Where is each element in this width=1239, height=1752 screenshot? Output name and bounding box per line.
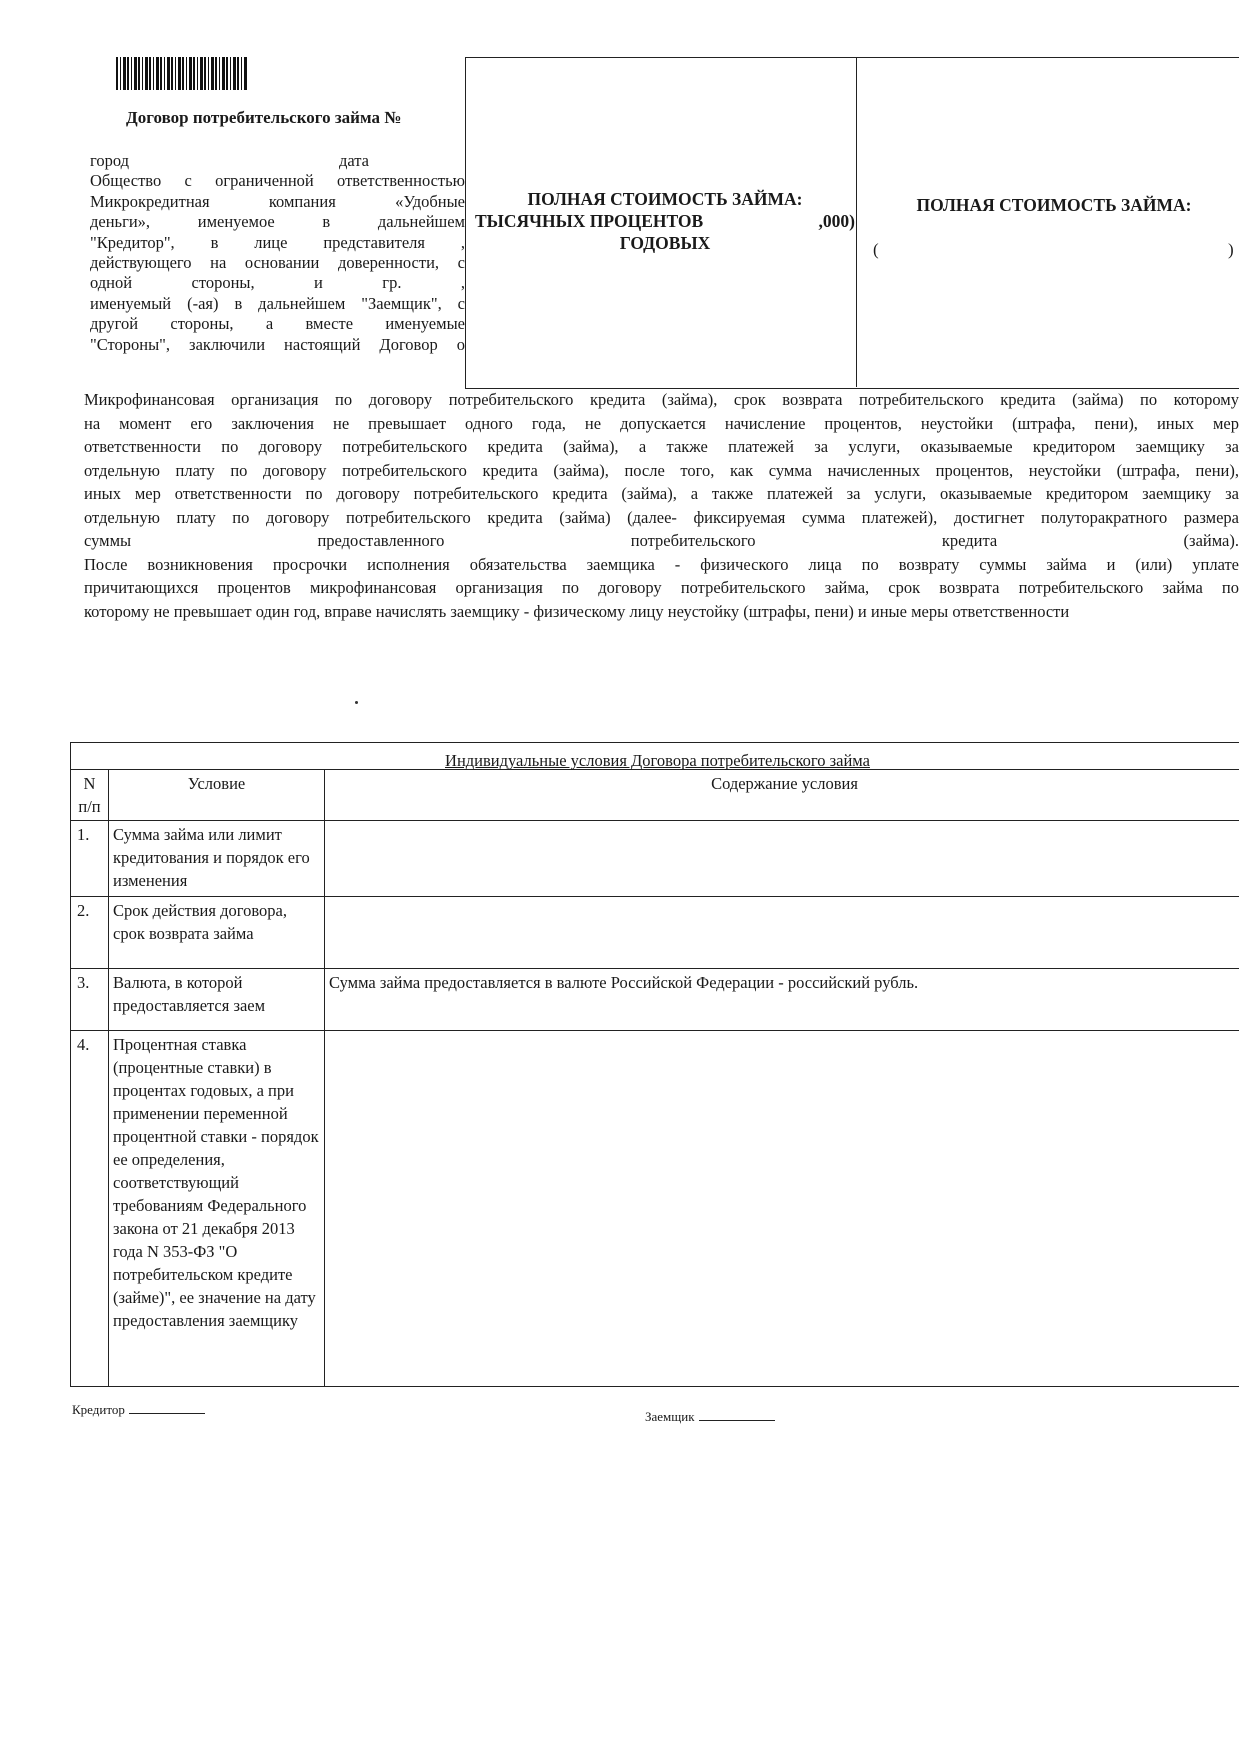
intro-line: действующего на основании доверенности, с	[90, 252, 465, 272]
cost-percent-line	[475, 210, 855, 232]
intro-line: Микрокредитная компания «Удобные	[90, 191, 465, 211]
borrower-signature-line	[699, 1420, 775, 1421]
row-num: 4.	[71, 1031, 109, 1387]
cost-percent-block	[475, 188, 855, 254]
cost-amount-title: ПОЛНАЯ СТОИМОСТЬ ЗАЙМА:	[916, 195, 1192, 215]
creditor-signature	[72, 1402, 205, 1418]
intro-line: именуемый (-ая) в дальнейшем "Заемщик", с	[90, 293, 465, 313]
intro-line: одной стороны, и гр. ,	[90, 273, 465, 293]
creditor-signature-line	[129, 1413, 205, 1414]
warning-line: отдельную плату по договору потребительского кредита (займа), после того, как сумма начисленных процентов, неустойки (штрафа, пени),	[84, 460, 1239, 480]
intro-line: Общество с ограниченной ответственностью	[90, 171, 465, 191]
cost-box-divider	[856, 57, 857, 387]
cost-percent-suffix: ,000)	[818, 211, 855, 231]
warning-line: отдельную плату по договору потребительского кредита (займа) (далее- фиксируемая сумма платежей), достигнет полуторакратного размера	[84, 507, 1239, 527]
cost-amount-open-paren: (	[873, 240, 879, 259]
warning-line: на момент его заключения не превышает одного года, не допускается начисление процентов, неустойки (штрафа, пени), иных мер	[84, 413, 1239, 433]
barcode	[116, 57, 248, 90]
column-header-content: Содержание условия	[325, 770, 1239, 821]
warning-line: ответственности по договору потребительского кредита (займа), а также платежей за услуги, оказываемые кредитором заемщику за	[84, 437, 1239, 456]
table-row	[71, 897, 1239, 969]
document-title: Договор потребительского займа №	[126, 108, 402, 127]
conditions-table	[70, 742, 1239, 1387]
row-condition: Сумма займа или лимит кредитования и порядок его изменения	[109, 821, 325, 897]
row-condition: Валюта, в которой предоставляется заем	[109, 969, 325, 1031]
borrower-label: Заемщик	[645, 1409, 695, 1424]
table-row	[71, 1031, 1239, 1387]
table-row	[71, 969, 1239, 1031]
cost-amount-close-paren: )	[1228, 240, 1234, 259]
date-label: дата	[338, 151, 369, 170]
borrower-signature	[645, 1409, 775, 1425]
column-header-num: N п/п	[71, 770, 109, 821]
cost-percent-annual: ГОДОВЫХ	[619, 233, 711, 253]
row-condition: Процентная ставка (процентные ставки) в процентах годовых, а при применении переменной процентной ставки - порядок ее определения, соответствующий требованиям Федерального закона от 21 декабря 2013 года N 353-ФЗ "О потребительском кредите (займе)", ее значение на дату предоставления заемщику	[109, 1031, 325, 1387]
warning-text	[84, 388, 1239, 623]
cost-percent-title: ПОЛНАЯ СТОИМОСТЬ ЗАЙМА:	[527, 189, 803, 209]
row-num: 3.	[71, 969, 109, 1031]
row-num: 2.	[71, 897, 109, 969]
row-num: 1.	[71, 821, 109, 897]
city-label: город	[90, 151, 130, 170]
intro-line: "Стороны", заключили настоящий Договор о	[90, 334, 465, 354]
row-content	[325, 1031, 1239, 1387]
creditor-label: Кредитор	[72, 1402, 125, 1417]
contract-intro	[90, 151, 465, 355]
warning-line: иных мер ответственности по договору потребительского кредита (займа), а также платежей за услуги, оказываемые кредитором заемщику за	[84, 484, 1239, 503]
warning-line: После возникновения просрочки исполнения обязательства заемщика - физического лица по возврату суммы займа и (или) уплате	[84, 554, 1239, 574]
intro-line: "Кредитор", в лице представителя ,	[90, 232, 465, 252]
city-date-row	[90, 151, 465, 171]
table-caption: Индивидуальные условия Договора потребительского займа	[71, 743, 1239, 770]
warning-line: причитающихся процентов микрофинансовая организация по договору потребительского займа, срок возврата потребительского займа по	[84, 578, 1239, 597]
row-content	[325, 897, 1239, 969]
scan-speck	[355, 701, 358, 704]
intro-line: другой стороны, а вместе именуемые	[90, 314, 465, 334]
cost-percent-text: ТЫСЯЧНЫХ ПРОЦЕНТОВ	[475, 211, 704, 231]
row-condition: Срок действия договора, срок возврата займа	[109, 897, 325, 969]
row-content	[325, 821, 1239, 897]
intro-line: деньги», именуемое в дальнейшем	[90, 212, 465, 232]
row-content: Сумма займа предоставляется в валюте Российской Федерации - российский рубль.	[325, 969, 1239, 1031]
warning-line: Микрофинансовая организация по договору потребительского кредита (займа), срок возврата потребительского кредита (займа) по которому	[84, 390, 1239, 409]
warning-line: суммы предоставленного потребительского кредита (займа).	[84, 531, 1239, 550]
table-row	[71, 821, 1239, 897]
column-header-condition: Условие	[109, 770, 325, 821]
warning-line: которому не превышает один год, вправе начислять заемщику - физическому лицу неустойку (штрафы, пени) и иные меры ответственности	[84, 601, 1070, 621]
